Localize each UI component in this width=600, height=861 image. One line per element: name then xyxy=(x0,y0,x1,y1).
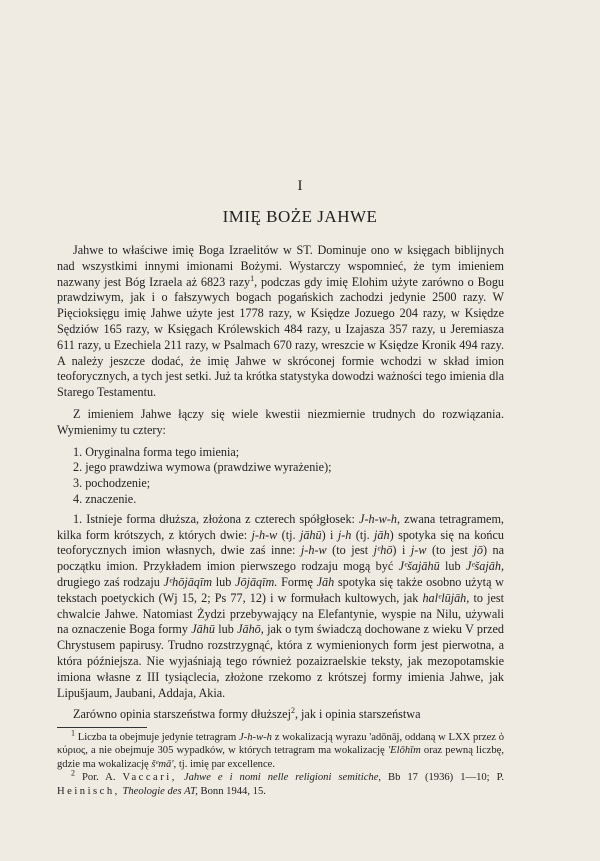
text-run: lub xyxy=(439,559,466,574)
text-run: lub xyxy=(214,622,238,637)
text-run: ) i xyxy=(321,527,338,542)
italic-run: Jahwe e i nomi nelle religioni semitiche, xyxy=(183,772,382,784)
text-run: Por. A. xyxy=(75,772,123,784)
list-item: 4. znaczenie. xyxy=(73,491,137,506)
footnote-2 xyxy=(57,768,504,798)
text-run: ) spotyka się na końcu teoforycznych imion własnych, dwie zaś inne: xyxy=(57,527,504,558)
footnotes xyxy=(57,728,504,798)
italic-run: Jāh xyxy=(316,574,335,589)
paragraph-3 xyxy=(57,512,504,702)
text-run: (to jest xyxy=(426,543,474,558)
italic-run: j-h-w xyxy=(251,527,278,542)
italic-run: Jᵉhōjāqīm xyxy=(163,574,213,589)
text-run: oraz pewną liczbę, gdzie ma wokalizację xyxy=(57,745,504,770)
italic-run: Jᵉšajāh, xyxy=(465,559,505,574)
author-name: Vaccari, xyxy=(122,772,177,784)
text-run: spotyka się także osobno użytą w tekstach poetyckich (Wj 15, 2; Ps 77, 12) i w formułach kultowych, jak xyxy=(57,574,504,605)
italic-run: Jāhū xyxy=(191,622,215,637)
text-run: jak o tym świadczą dochowane z wieku V przed Chrystusem papirusy. Trudno rozstrzygnąć, która z wymienionych form jest pierwotna, a która późniejsza. Nie wyjaśniają tego również pozaizraelskie teksty, jak mezopotamskie imiona własne z III tysiąclecia, złożone rzekomo z krótszej formy imienia Jahwe, jak Lipušjaum, Jaubani, Addaja, Akia. xyxy=(57,622,504,700)
list-item: 1. Oryginalna forma tego imienia; xyxy=(73,444,240,459)
paragraph-4 xyxy=(57,707,504,723)
main-text xyxy=(57,243,504,729)
italic-run: jāh xyxy=(374,527,390,542)
italic-run: jᵉhō xyxy=(373,543,393,558)
text-run: ) i xyxy=(392,543,411,558)
chapter-title: IMIĘ BOŻE JAHWE xyxy=(222,207,378,226)
list-item: 3. pochodzenie; xyxy=(73,476,151,491)
text-run xyxy=(177,772,184,783)
italic-run: J-h-w-h, xyxy=(359,511,400,526)
author-name: Heinisch, xyxy=(57,785,120,797)
footnote-mark: 1 xyxy=(71,728,75,738)
italic-run: J-h-w-h xyxy=(239,732,272,743)
text-run: (to jest xyxy=(326,543,374,558)
italic-run: j-h xyxy=(337,527,352,542)
text-run: 1. Istnieje forma dłuższa, złożona z czterech spółgłosek: xyxy=(73,511,360,526)
paragraph-1-text-a: Jahwe to właściwe imię Boga Izraelitów w ST. Dominuje ono w księgach biblijnych nad wszystkimi innymi imionami Bożymi. Wystarczy wspomnieć, że tym imieniem nazwany jest Bóg Izraela aż 6823 razy xyxy=(57,243,504,289)
italic-run: 'Elōhīm xyxy=(387,745,421,757)
italic-run: Jōjāqīm. xyxy=(235,574,278,589)
footnote-ref-1[interactable]: 1 xyxy=(250,273,255,283)
text-run: (tj. xyxy=(277,527,300,542)
text-run: Liczba ta obejmuje jedynie tetragram xyxy=(75,732,240,743)
paragraph-1-text-b: , podczas gdy imię Elohim użyte zarówno o Bogu prawdziwym, jak i o fałszywych bogach pogańskich zachodzi jedynie 2500 razy. W Pięcioksięgu imię Jahwe użyte jest 1778 razy, w Księdze Jozuego 204 razy, w Księdze Sędziów 165 razy, w Księgach Królewskich 484 razy, u Izajasza 357 razy, u Jeremiasza 611 razy, u Ezechiela 211 razy, w Psalmach 670 razy, wreszcie w Księdze Kronik 494 razy. A należy jeszcze dodać, że imię Jahwe w skróconej formie wchodzi w skład imion teoforycznych, a tych jest setki. Już ta krótka statystyka dowodzi ważności tego imienia dla Starego Testamentu. xyxy=(57,274,505,400)
italic-run: j-w xyxy=(410,543,427,558)
paragraph-1 xyxy=(57,243,504,401)
text-run: to jest chwalcie Jahwe. Natomiast Żydzi przebywający na Elefantynie, wyspie na Nilu, używali na oznaczenie Boga formy xyxy=(57,590,504,637)
italic-run: halᵉlūjāh, xyxy=(422,590,470,605)
text-run: drugiego zaś rodzaju xyxy=(57,574,164,589)
italic-run: Jāhō, xyxy=(237,622,264,637)
text-run: , jak i opinia starszeństwa xyxy=(294,707,421,722)
text-run: zwana tetragramem, kilka form krótszych, z których dwie: xyxy=(57,511,504,542)
paragraph-2: Z imieniem Jahwe łączy się wiele kwestii niezmiernie trudnych do rozwiązania. Wymienimy tu cztery: xyxy=(57,406,504,437)
text-run: Formę xyxy=(277,574,317,589)
footnote-1 xyxy=(57,728,504,771)
text-run: (tj. xyxy=(351,527,375,542)
footnote-ref-2[interactable]: 2 xyxy=(290,706,295,716)
italic-run: jō xyxy=(473,543,483,558)
italic-run: šᵉmā' xyxy=(151,758,174,770)
text-run: Bb 17 (1936) 1—10; P. xyxy=(381,772,504,784)
list-item: 2. jego prawdziwa wymowa (prawdziwe wyrażenie); xyxy=(73,460,332,475)
text-run: ) na początku imion. Przykładem imion pierwszego rodzaju mogą być xyxy=(57,543,505,574)
chapter-number: I xyxy=(297,178,303,194)
text-run: Bonn 1944, 15. xyxy=(197,785,266,797)
italic-run: Jᵉšajāhū xyxy=(398,559,440,574)
text-run: lub xyxy=(212,574,236,589)
italic-run: jāhū xyxy=(299,527,322,542)
italic-run: j-h-w xyxy=(300,543,327,558)
footnote-mark: 2 xyxy=(71,768,75,778)
questions-list xyxy=(57,445,504,508)
text-run: , tj. imię par excellence. xyxy=(173,758,276,770)
italic-run: Theologie des AT, xyxy=(122,785,198,797)
text-run: z wokalizacją wyrazu 'adōnāj, oddaną w LXX przez ὁ κύριος, a nie obejmuje 305 wypadków, w których tetragram ma wokalizację xyxy=(57,732,504,757)
text-run: Zarówno opinia starszeństwa formy dłuższej xyxy=(73,707,291,722)
